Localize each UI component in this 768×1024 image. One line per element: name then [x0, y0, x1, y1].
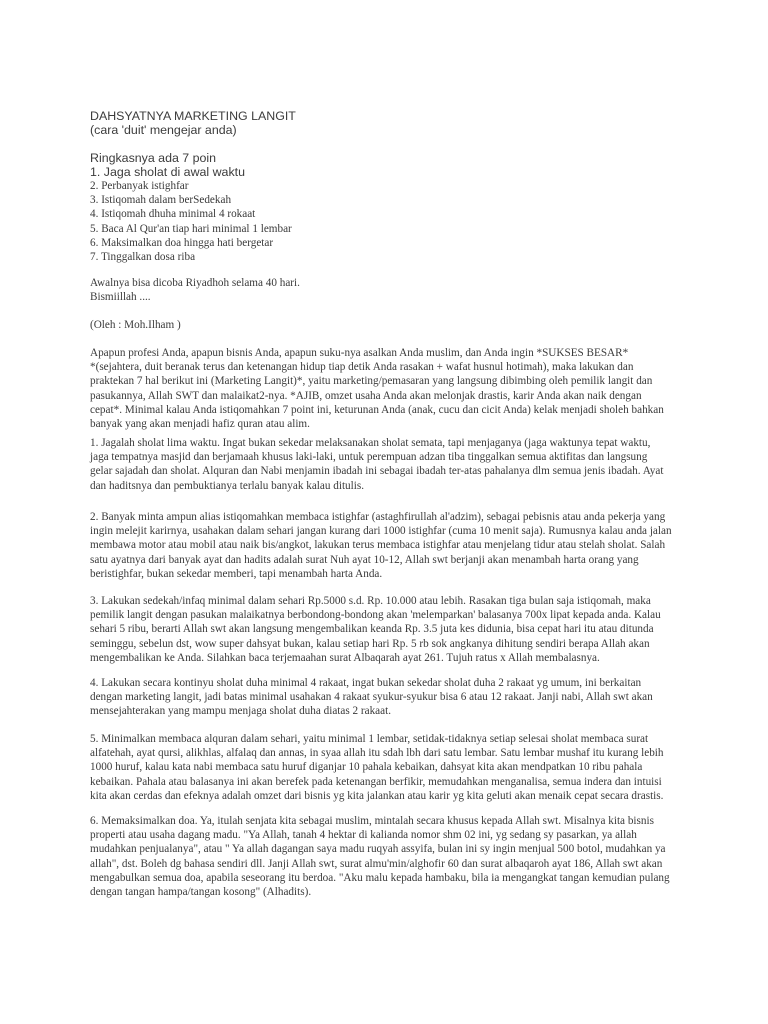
point-item-1: 1. Jaga sholat di awal waktu	[90, 165, 245, 179]
point-item-4: 4. Istiqomah dhuha minimal 4 rokaat	[90, 208, 256, 221]
paragraph-line: sehari 5 ribu, berarti Allah swt akan langsung mengembalikan keanda Rp. 3.5 juta kes didunia, bisa cepat hari itu atau ditunda	[90, 623, 654, 636]
paragraph-line: mengabulkan semua doa, apabila seseorang itu berdoa. "Aku malu kepada hambaku, bila ia mengangkat tangan kemudian pulang	[90, 871, 670, 884]
paragraph-line: *(sejahtera, duit beranak terus dan ketenangan hidup tiap detik Anda rasakan + wafat husnul hotimah), maka lakukan dan	[90, 361, 634, 374]
point-item-6: 6. Maksimalkan doa hingga hati bergetar	[90, 236, 274, 249]
document-title: DAHSYATNYA MARKETING LANGIT	[90, 109, 296, 123]
paragraph-line: ingin melejit karirnya, usahakan dalam sehari jangan kurang dari 1000 istighfar (cuma 10 menit saja). Rumusnya kalau anda jalan	[90, 525, 672, 538]
paragraph-line: membawa motor atau mobil atau naik bis/angkot, lakukan terus membaca istighfar atau menjelang tidur atau stelah sholat. Salah	[90, 539, 666, 552]
paragraph-line: Apapun profesi Anda, apapun bisnis Anda, apapun suku-nya asalkan Anda muslim, dan Anda ingin *SUKSES BESAR*	[90, 347, 629, 359]
paragraph-line: 1000 huruf, kalau kata nabi membaca satu huruf diganjar 10 pahala kebaikan, dahsyat kita akan mendpatkan 10 ribu pahala	[90, 761, 643, 774]
paragraph-point-4	[90, 676, 690, 719]
paragraph-line: 1. Jagalah sholat lima waktu. Ingat bukan sekedar melaksanakan sholat semata, tapi menjaganya (jaga waktunya tepat waktu,	[90, 437, 651, 449]
paragraph-line: dengan tangan hampa/tangan kosong" (Alhadits).	[90, 886, 312, 899]
summary-heading: Ringkasnya ada 7 poin	[90, 151, 217, 165]
paragraph-line: 3. Lakukan sedekah/infaq minimal dalam sehari Rp.5000 s.d. Rp. 10.000 atau lebih. Rasakan tiga bulan saja istiqomah, maka	[90, 595, 651, 607]
paragraph-line: pasukannya, Allah SWT dan malaikat2-nya. *AJIB, omzet usaha Anda akan melonjak drastis, karir Anda akan naik dengan	[90, 389, 642, 402]
intro-block	[90, 276, 690, 304]
document-header	[90, 109, 690, 137]
author-line: (Oleh : Moh.Ilham )	[90, 319, 181, 331]
paragraph-line: praktekan 7 hal berikut ini (Marketing Langit)*, yaitu marketing/pemasaran yang langsung dibimbing oleh pemilik langit dan	[90, 375, 653, 388]
paragraph-line: alfatehah, ayat qursi, alikhlas, alfalaq dan annas, in syaa allah itu sdah lbh dari satu lembar. Satu lembar mushaf itu kurang lebih	[90, 747, 664, 760]
point-item-7: 7. Tinggalkan dosa riba	[90, 251, 196, 264]
paragraph-line: 2. Banyak minta ampun alias istiqomahkan membaca istighfar (astaghfirullah al'adzim), sebagai pebisnis atau anda pekerja yang	[90, 511, 666, 523]
paragraph-point-2	[90, 510, 690, 581]
paragraph-line: satu ayatnya dari banyak ayat dan hadits adalah surat Nuh ayat 10-12, Allah swt berjanji akan menambah harta orang yang	[90, 553, 639, 566]
paragraph-point-5	[90, 732, 690, 803]
paragraph-point-3	[90, 594, 690, 665]
paragraph-line: dengan marketing langit, jadi batas minimal usahakan 4 rakaat syukur-syukur bisa 6 atau 12 rakaat. Janji nabi, Allah swt akan	[90, 691, 653, 704]
point-item-2: 2. Perbanyak istighfar	[90, 180, 189, 192]
points-list	[90, 179, 690, 264]
paragraph-line: 5. Minimalkan membaca alquran dalam sehari, yaitu minimal 1 lembar, setidak-tidaknya setiap selesai sholat membaca surat	[90, 733, 649, 745]
paragraph-point-6	[90, 814, 690, 899]
paragraph-line: 6. Memaksimalkan doa. Ya, itulah senjata kita sebagai muslim, mintalah secara khusus kepada Allah swt. Misalnya kita bisnis	[90, 815, 654, 827]
paragraph-line: properti atau usaha dagang madu. "Ya Allah, tanah 4 hektar di kalianda nomor shm 02 ini, yg sedang sy pasarkan, ya allah	[90, 829, 637, 842]
point-item-5: 5. Baca Al Qur'an tiap hari minimal 1 lembar	[90, 222, 292, 235]
paragraph-line: mudahkan penjualanya", atau " Ya allah dagangan saya madu ruqyah assyifa, bulan ini sy ingin menjual 500 botol, mudahkan ya	[90, 843, 666, 856]
point-item-3: 3. Istiqomah dalam berSedekah	[90, 194, 232, 207]
intro-line: Bismiillah ....	[90, 291, 151, 304]
paragraph-line: mensejahterakan yang mampu menjaga sholat duha diatas 2 rakaat.	[90, 705, 392, 718]
paragraph-line: beristighfar, bukan sekedar memberi, tapi menambah harta Anda.	[90, 567, 383, 580]
paragraph-line: kita akan cerdas dan efeknya adalah omzet dari bisnis yg kita jalankan atau karir yg kita geluti akan menaik cepat secara drastis.	[90, 789, 664, 802]
paragraph-line: jaga tempatnya masjid dan berjamaah khusus laki-laki, untuk perempuan adzan tiba tinggalkan semua aktifitas dan langsung	[90, 451, 648, 464]
paragraph-line: banyak yang akan menjadi hafiz quran atau alim.	[90, 418, 310, 431]
paragraph-line: pemilik langit dengan pasukan malaikatnya berbondong-bondong akan 'melemparkan' balasanya 700x lipat kepada anda. Kalau	[90, 609, 661, 622]
document-subtitle: (cara 'duit' mengejar anda)	[90, 123, 237, 137]
paragraph-line: dan haditsnya dan pembuktianya terlalu banyak kalau ditulis.	[90, 479, 365, 492]
paragraph-line: mengembalikan ke Anda. Silahkan baca terjemaahan surat Albaqarah ayat 261. Tujuh ratus x Allah membalasnya.	[90, 651, 600, 664]
paragraph-point-1	[90, 436, 690, 493]
paragraph-line: gelar sajadah dan sholat. Alquran dan Nabi menjamin ibadah ini sebagai ibadah ter-atas pahalanya dlm semua jenis ibadah. Ayat	[90, 465, 664, 478]
paragraph-line: cepat*. Minimal kalau Anda istiqomahkan 7 point ini, keturunan Anda (anak, cucu dan cicit Anda) kelak menjadi sholeh bahkan	[90, 403, 664, 416]
author-line-block	[90, 318, 690, 332]
paragraph-line: allah", dst. Boleh dg bahasa sendiri dll. Janji Allah swt, surat almu'min/alghofir 60 dan surat albaqaroh ayat 186, Allah swt akan	[90, 857, 663, 870]
summary-heading-block	[90, 151, 690, 179]
paragraph-line: 4. Lakukan secara kontinyu sholat duha minimal 4 rakaat, ingat bukan sekedar sholat duha 2 rakaat yg umum, ini berkaitan	[90, 677, 642, 689]
paragraph-line: kebaikan. Pahala atau balasanya ini akan berefek pada ketenangan berfikir, memudahkan menganalisa, semua indera dan intuisi	[90, 775, 662, 788]
intro-line: Awalnya bisa dicoba Riyadhoh selama 40 hari.	[90, 277, 300, 289]
paragraph-intro	[90, 346, 690, 431]
paragraph-line: seminggu, sebelun dst, wow super dahsyat bukan, kalau setiap hari Rp. 5 rb sok angkanya dihitung sendiri berapa Allah akan	[90, 637, 650, 650]
